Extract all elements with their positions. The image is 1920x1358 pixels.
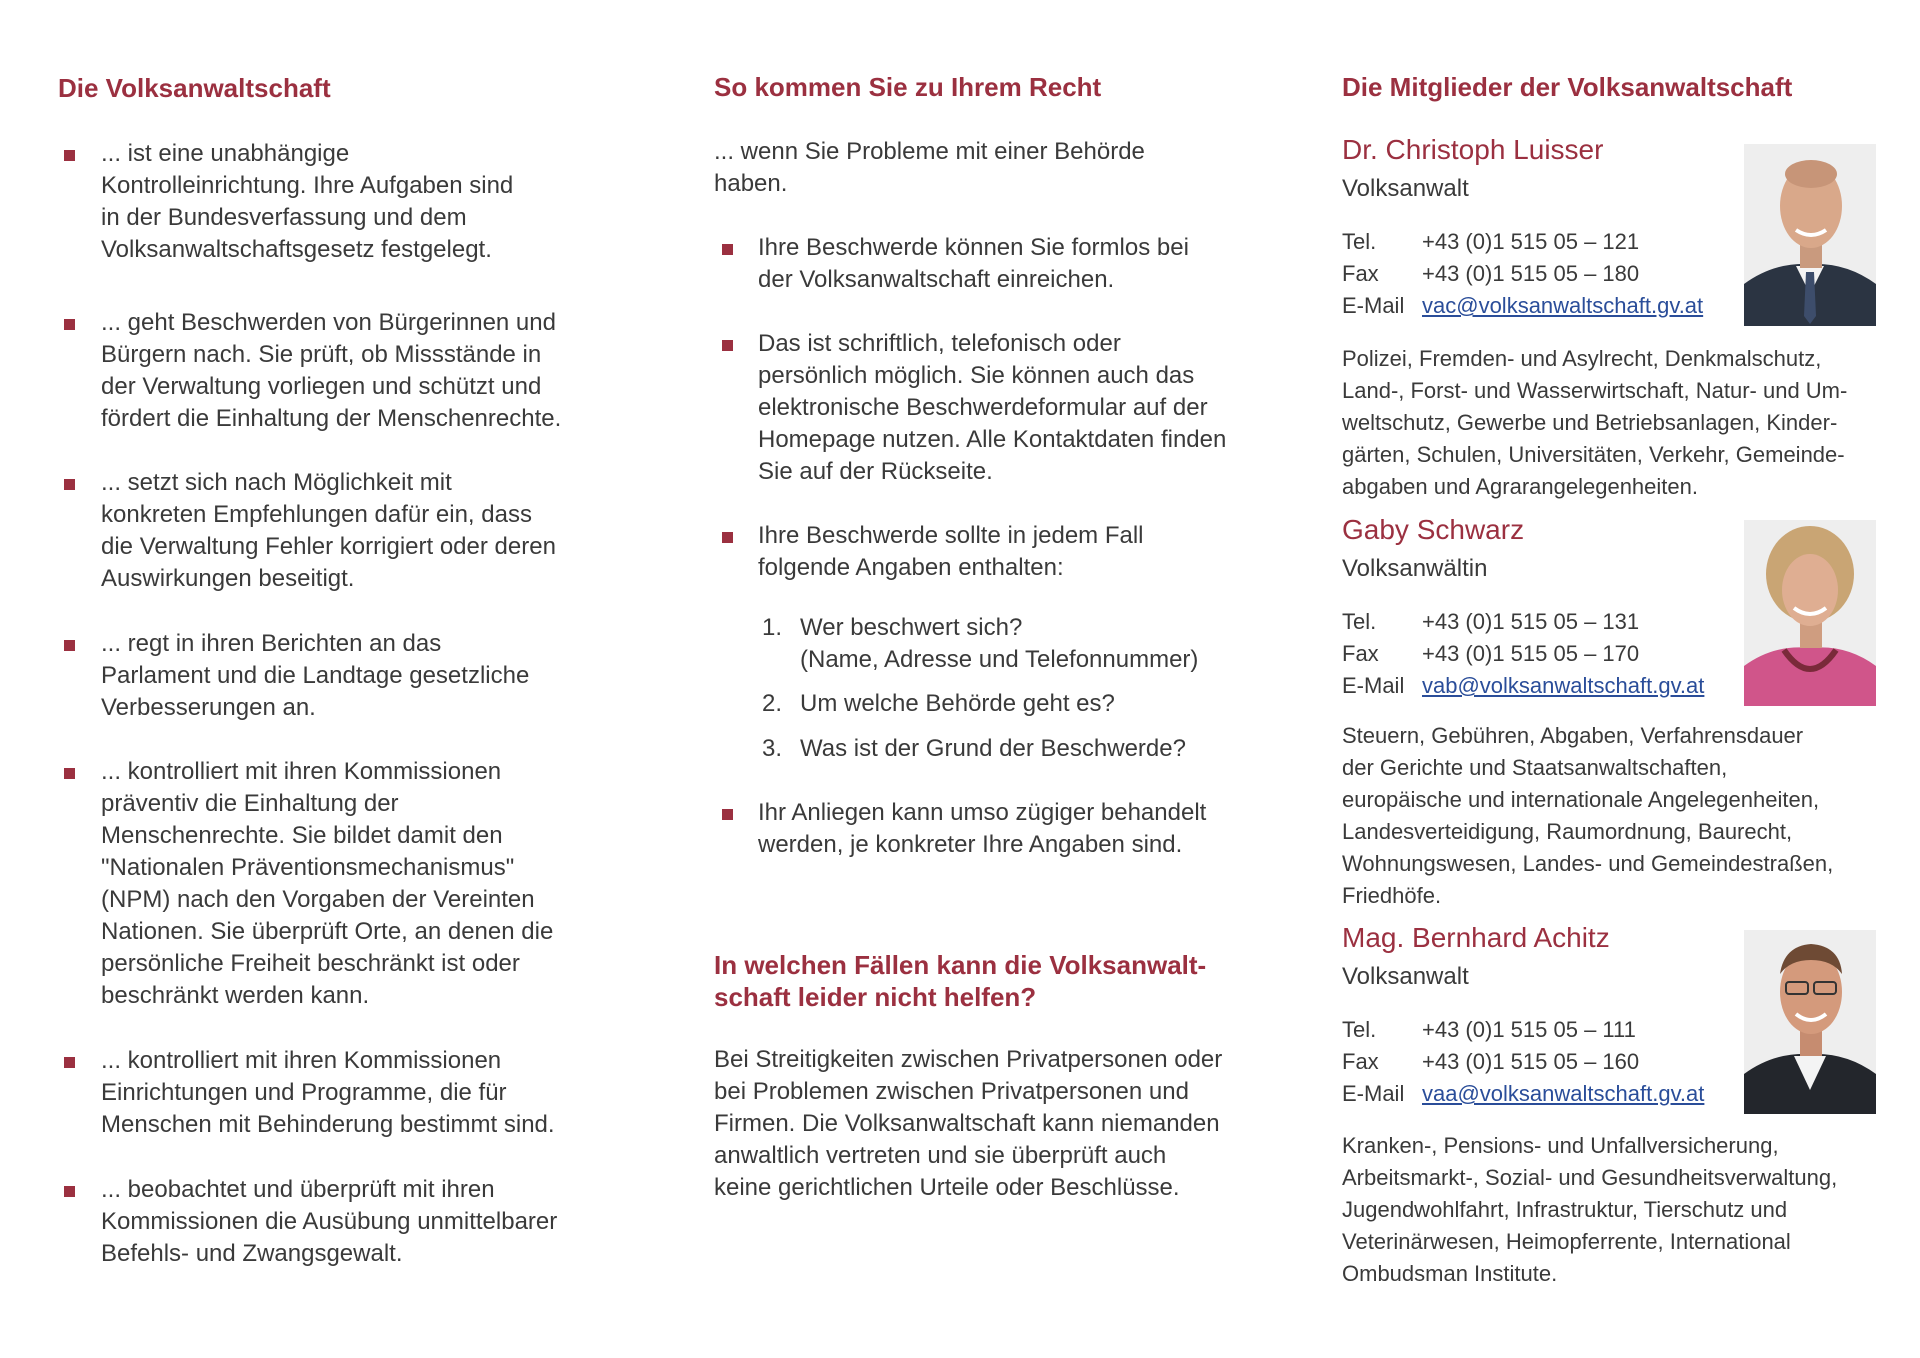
fax-row xyxy=(1342,640,1639,668)
tel-value: +43 (0)1 515 05 – 121 xyxy=(1422,229,1640,254)
member-role: Volksanwältin xyxy=(1342,555,1488,582)
member-areas: Steuern, Gebühren, Abgaben, Verfahrensdauer der Gerichte und Staatsanwaltschaften, europäische und internationale Angelegenheiten, Landesverteidigung, Raumordnung, Baurecht, Wohnungswesen, Landes- und Gemeindestraßen, Friedhöfe. xyxy=(1342,723,1834,908)
tel-value: +43 (0)1 515 05 – 111 xyxy=(1422,1017,1636,1042)
bullet-square-icon xyxy=(64,1057,75,1068)
tel-row xyxy=(1342,228,1639,256)
bullet-square-icon xyxy=(722,244,733,255)
email-link[interactable]: vac@volksanwaltschaft.gv.at xyxy=(1422,293,1704,318)
member-photo xyxy=(1744,520,1876,706)
item-number: 1. xyxy=(762,614,783,641)
nicht-helfen-text: Bei Streitigkeiten zwischen Privatpersonen oder bei Problemen zwischen Privatpersonen und Firmen. Die Volksanwaltschaft kann niemanden anwaltlich vertreten und sie überprüft auch keine gerichtlichen Urteile oder Beschlüsse. xyxy=(714,1046,1223,1201)
fax-row xyxy=(1342,1048,1639,1076)
intro-text: ... wenn Sie Probleme mit einer Behörde haben. xyxy=(714,138,1145,197)
member-photo xyxy=(1744,930,1876,1114)
item-number: 3. xyxy=(762,735,783,762)
section-title-nicht-helfen: In welchen Fällen kann die Volksanwalt- schaft leider nicht helfen? xyxy=(714,950,1207,1012)
bullet-square-icon xyxy=(722,809,733,820)
tel-value: +43 (0)1 515 05 – 131 xyxy=(1422,609,1640,634)
bullet-square-icon xyxy=(64,1186,75,1197)
member-areas: Kranken-, Pensions- und Unfallversicherung, Arbeitsmarkt-, Sozial- und Gesundheitsverwaltung, Jugendwohlfahrt, Infrastruktur, Tierschutz und Veterinärwesen, Heimopferrente, International Ombudsman Institute. xyxy=(1342,1133,1838,1286)
list-item-text: ... setzt sich nach Möglichkeit mit konkreten Empfehlungen dafür ein, dass die Verwaltung Fehler korrigiert oder deren Auswirkungen beseitigt. xyxy=(101,469,556,592)
bullet-square-icon xyxy=(64,768,75,779)
bullet-square-icon xyxy=(64,640,75,651)
member-photo xyxy=(1744,144,1876,326)
tel-label: Tel. xyxy=(1342,609,1377,634)
list-item-text: ... ist eine unabhängige Kontrolleinrichtung. Ihre Aufgaben sind in der Bundesverfassung und dem Volksanwaltschaftsgesetz festgelegt. xyxy=(101,140,514,263)
tel-label: Tel. xyxy=(1342,1017,1377,1042)
list-item-text: Ihr Anliegen kann umso zügiger behandelt werden, je konkreter Ihre Angaben sind. xyxy=(758,799,1207,858)
fax-value: +43 (0)1 515 05 – 180 xyxy=(1422,261,1640,286)
fax-label: Fax xyxy=(1342,261,1379,286)
section-title-mitglieder: Die Mitglieder der Volksanwaltschaft xyxy=(1342,72,1793,102)
tel-row xyxy=(1342,608,1639,636)
fax-value: +43 (0)1 515 05 – 170 xyxy=(1422,641,1640,666)
member-areas: Polizei, Fremden- und Asylrecht, Denkmalschutz, Land-, Forst- und Wasserwirtschaft, Natur- und Um- weltschutz, Gewerbe und Betriebsanlagen, Kinder- gärten, Schulen, Universitäten, Verkehr, Gemeinde- abgaben und Agrarangelegenheiten. xyxy=(1342,346,1848,499)
fax-row xyxy=(1342,260,1639,288)
tel-row xyxy=(1342,1016,1636,1044)
fax-label: Fax xyxy=(1342,1049,1379,1074)
member-name: Gaby Schwarz xyxy=(1342,514,1525,545)
bullet-square-icon xyxy=(722,340,733,351)
list-item-text: ... kontrolliert mit ihren Kommissionen Einrichtungen und Programme, die für Menschen mit Behinderung bestimmt sind. xyxy=(101,1047,555,1138)
member-role: Volksanwalt xyxy=(1342,175,1469,202)
bullet-square-icon xyxy=(64,479,75,490)
email-row xyxy=(1342,292,1703,320)
bullet-square-icon xyxy=(64,150,75,161)
fax-label: Fax xyxy=(1342,641,1379,666)
email-row xyxy=(1342,1080,1704,1108)
item-number: 2. xyxy=(762,690,783,717)
tel-label: Tel. xyxy=(1342,229,1377,254)
list-item-text: Das ist schriftlich, telefonisch oder persönlich möglich. Sie können auch das elektronische Beschwerdeformular auf der Homepage nutzen. Alle Kontaktdaten finden Sie auf der Rückseite. xyxy=(758,330,1227,485)
section-title-volksanwaltschaft: Die Volksanwaltschaft xyxy=(58,73,331,103)
list-item-text: Ihre Beschwerde sollte in jedem Fall folgende Angaben enthalten: xyxy=(758,522,1144,581)
item-text: Was ist der Grund der Beschwerde? xyxy=(800,735,1186,762)
bullet-square-icon xyxy=(722,532,733,543)
list-item-text: Ihre Beschwerde können Sie formlos bei der Volksanwaltschaft einreichen. xyxy=(758,234,1189,293)
member-role: Volksanwalt xyxy=(1342,963,1469,990)
bullet-square-icon xyxy=(64,319,75,330)
email-label: E-Mail xyxy=(1342,293,1405,318)
section-title-recht: So kommen Sie zu Ihrem Recht xyxy=(714,72,1102,102)
member-name: Dr. Christoph Luisser xyxy=(1342,134,1604,165)
email-label: E-Mail xyxy=(1342,1081,1405,1106)
item-text: Wer beschwert sich? (Name, Adresse und Telefonnummer) xyxy=(800,614,1199,673)
list-item-text: ... beobachtet und überprüft mit ihren Kommissionen die Ausübung unmittelbarer Befehls- und Zwangsgewalt. xyxy=(101,1176,558,1267)
item-text: Um welche Behörde geht es? xyxy=(800,690,1115,717)
list-item-text: ... kontrolliert mit ihren Kommissionen präventiv die Einhaltung der Menschenrechte. Sie bildet damit den "Nationalen Präventionsmechanismus" (NPM) nach den Vorgaben der Vereinten Nationen. Sie überprüft Orte, an denen die persönliche Freiheit beschränkt ist oder beschränkt werden kann. xyxy=(101,758,554,1009)
list-item-text: ... regt in ihren Berichten an das Parlament und die Landtage gesetzliche Verbesserungen an. xyxy=(101,630,530,721)
fax-value: +43 (0)1 515 05 – 160 xyxy=(1422,1049,1640,1074)
email-row xyxy=(1342,672,1704,700)
member-name: Mag. Bernhard Achitz xyxy=(1342,922,1610,953)
email-link[interactable]: vab@volksanwaltschaft.gv.at xyxy=(1422,673,1705,698)
email-label: E-Mail xyxy=(1342,673,1405,698)
list-item-text: ... geht Beschwerden von Bürgerinnen und Bürgern nach. Sie prüft, ob Missstände in der Verwaltung vorliegen und schützt und fördert die Einhaltung der Menschenrechte. xyxy=(101,309,562,432)
email-link[interactable]: vaa@volksanwaltschaft.gv.at xyxy=(1422,1081,1705,1106)
